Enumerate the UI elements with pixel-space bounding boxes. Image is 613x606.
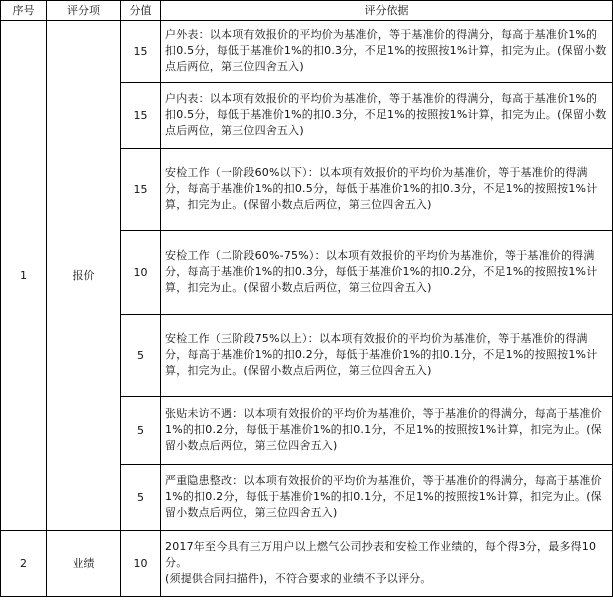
row-score: 5 [121, 315, 161, 397]
row-basis: 安检工作（一阶段60%以下）：以本项有效报价的平均价为基准价，等于基准价的得满分，每高于基准价1%的扣0.5分，每低于基准价1%的扣0.3分，不足1%的按照按1%计算，扣完为止。(保留小数点后两位，第三位四舍五入) [161, 149, 613, 231]
group-no: 1 [1, 21, 47, 531]
row-basis: 安检工作（二阶段60%-75%）：以本项有效报价的平均价为基准价，等于基准价的得满分，每高于基准价1%的扣0.3分，每低于基准价1%的扣0.2分，不足1%的按照按1%计算，扣完为止。(保留小数点后两位，第三位四舍五入) [161, 231, 613, 315]
row-basis: 户外表：以本项有效报价的平均价为基准价，等于基准价的得满分，每高于基准价1%的扣0.5分，每低于基准价1%的扣0.3分，不足1%的按照按1%计算，扣完为止。(保留小数点后两位，第三位四舍五入) [161, 21, 613, 83]
header-row [1, 1, 613, 21]
header-basis: 评分依据 [161, 1, 613, 21]
row-basis: 户内表：以本项有效报价的平均价为基准价，等于基准价的得满分，每高于基准价1%的扣0.5分，每低于基准价1%的扣0.3分，不足1%的按照按1%计算，扣完为止。(保留小数点后两位，第三位四舍五入) [161, 83, 613, 149]
row-score: 15 [121, 21, 161, 83]
row-score: 5 [121, 465, 161, 531]
group-item: 业绩 [47, 531, 121, 597]
row-score: 15 [121, 83, 161, 149]
table-row [1, 531, 613, 597]
row-basis: 安检工作（三阶段75%以上）：以本项有效报价的平均价为基准价，等于基准价的得满分，每高于基准价1%的扣0.2分，每低于基准价1%的扣0.1分，不足1%的按照按1%计算，扣完为止。(保留小数点后两位，第三位四舍五入) [161, 315, 613, 397]
group-no: 2 [1, 531, 47, 597]
header-score: 分值 [121, 1, 161, 21]
row-score: 10 [121, 531, 161, 597]
row-basis: 2017年至今具有三万用户以上燃气公司抄表和安检工作业绩的，每个得3分，最多得10分。 (须提供合同扫描件)，不符合要求的业绩不予以评分。 [161, 531, 613, 597]
row-score: 15 [121, 149, 161, 231]
row-basis: 张贴未访不遇：以本项有效报价的平均价为基准价，等于基准价的得满分，每高于基准价1%的扣0.2分，每低于基准价1%的扣0.1分，不足1%的按照按1%计算，扣完为止。(保留小数点后两位，第三位四舍五入) [161, 397, 613, 465]
table-row [1, 21, 613, 83]
row-score: 10 [121, 231, 161, 315]
header-no: 序号 [1, 1, 47, 21]
header-item: 评分项 [47, 1, 121, 21]
row-score: 5 [121, 397, 161, 465]
row-basis: 严重隐患整改：以本项有效报价的平均价为基准价，等于基准价的得满分，每高于基准价1%的扣0.2分，每低于基准价1%的扣0.1分，不足1%的按照按1%计算，扣完为止。(保留小数点后两位，第三位四舍五入) [161, 465, 613, 531]
group-item: 报价 [47, 21, 121, 531]
